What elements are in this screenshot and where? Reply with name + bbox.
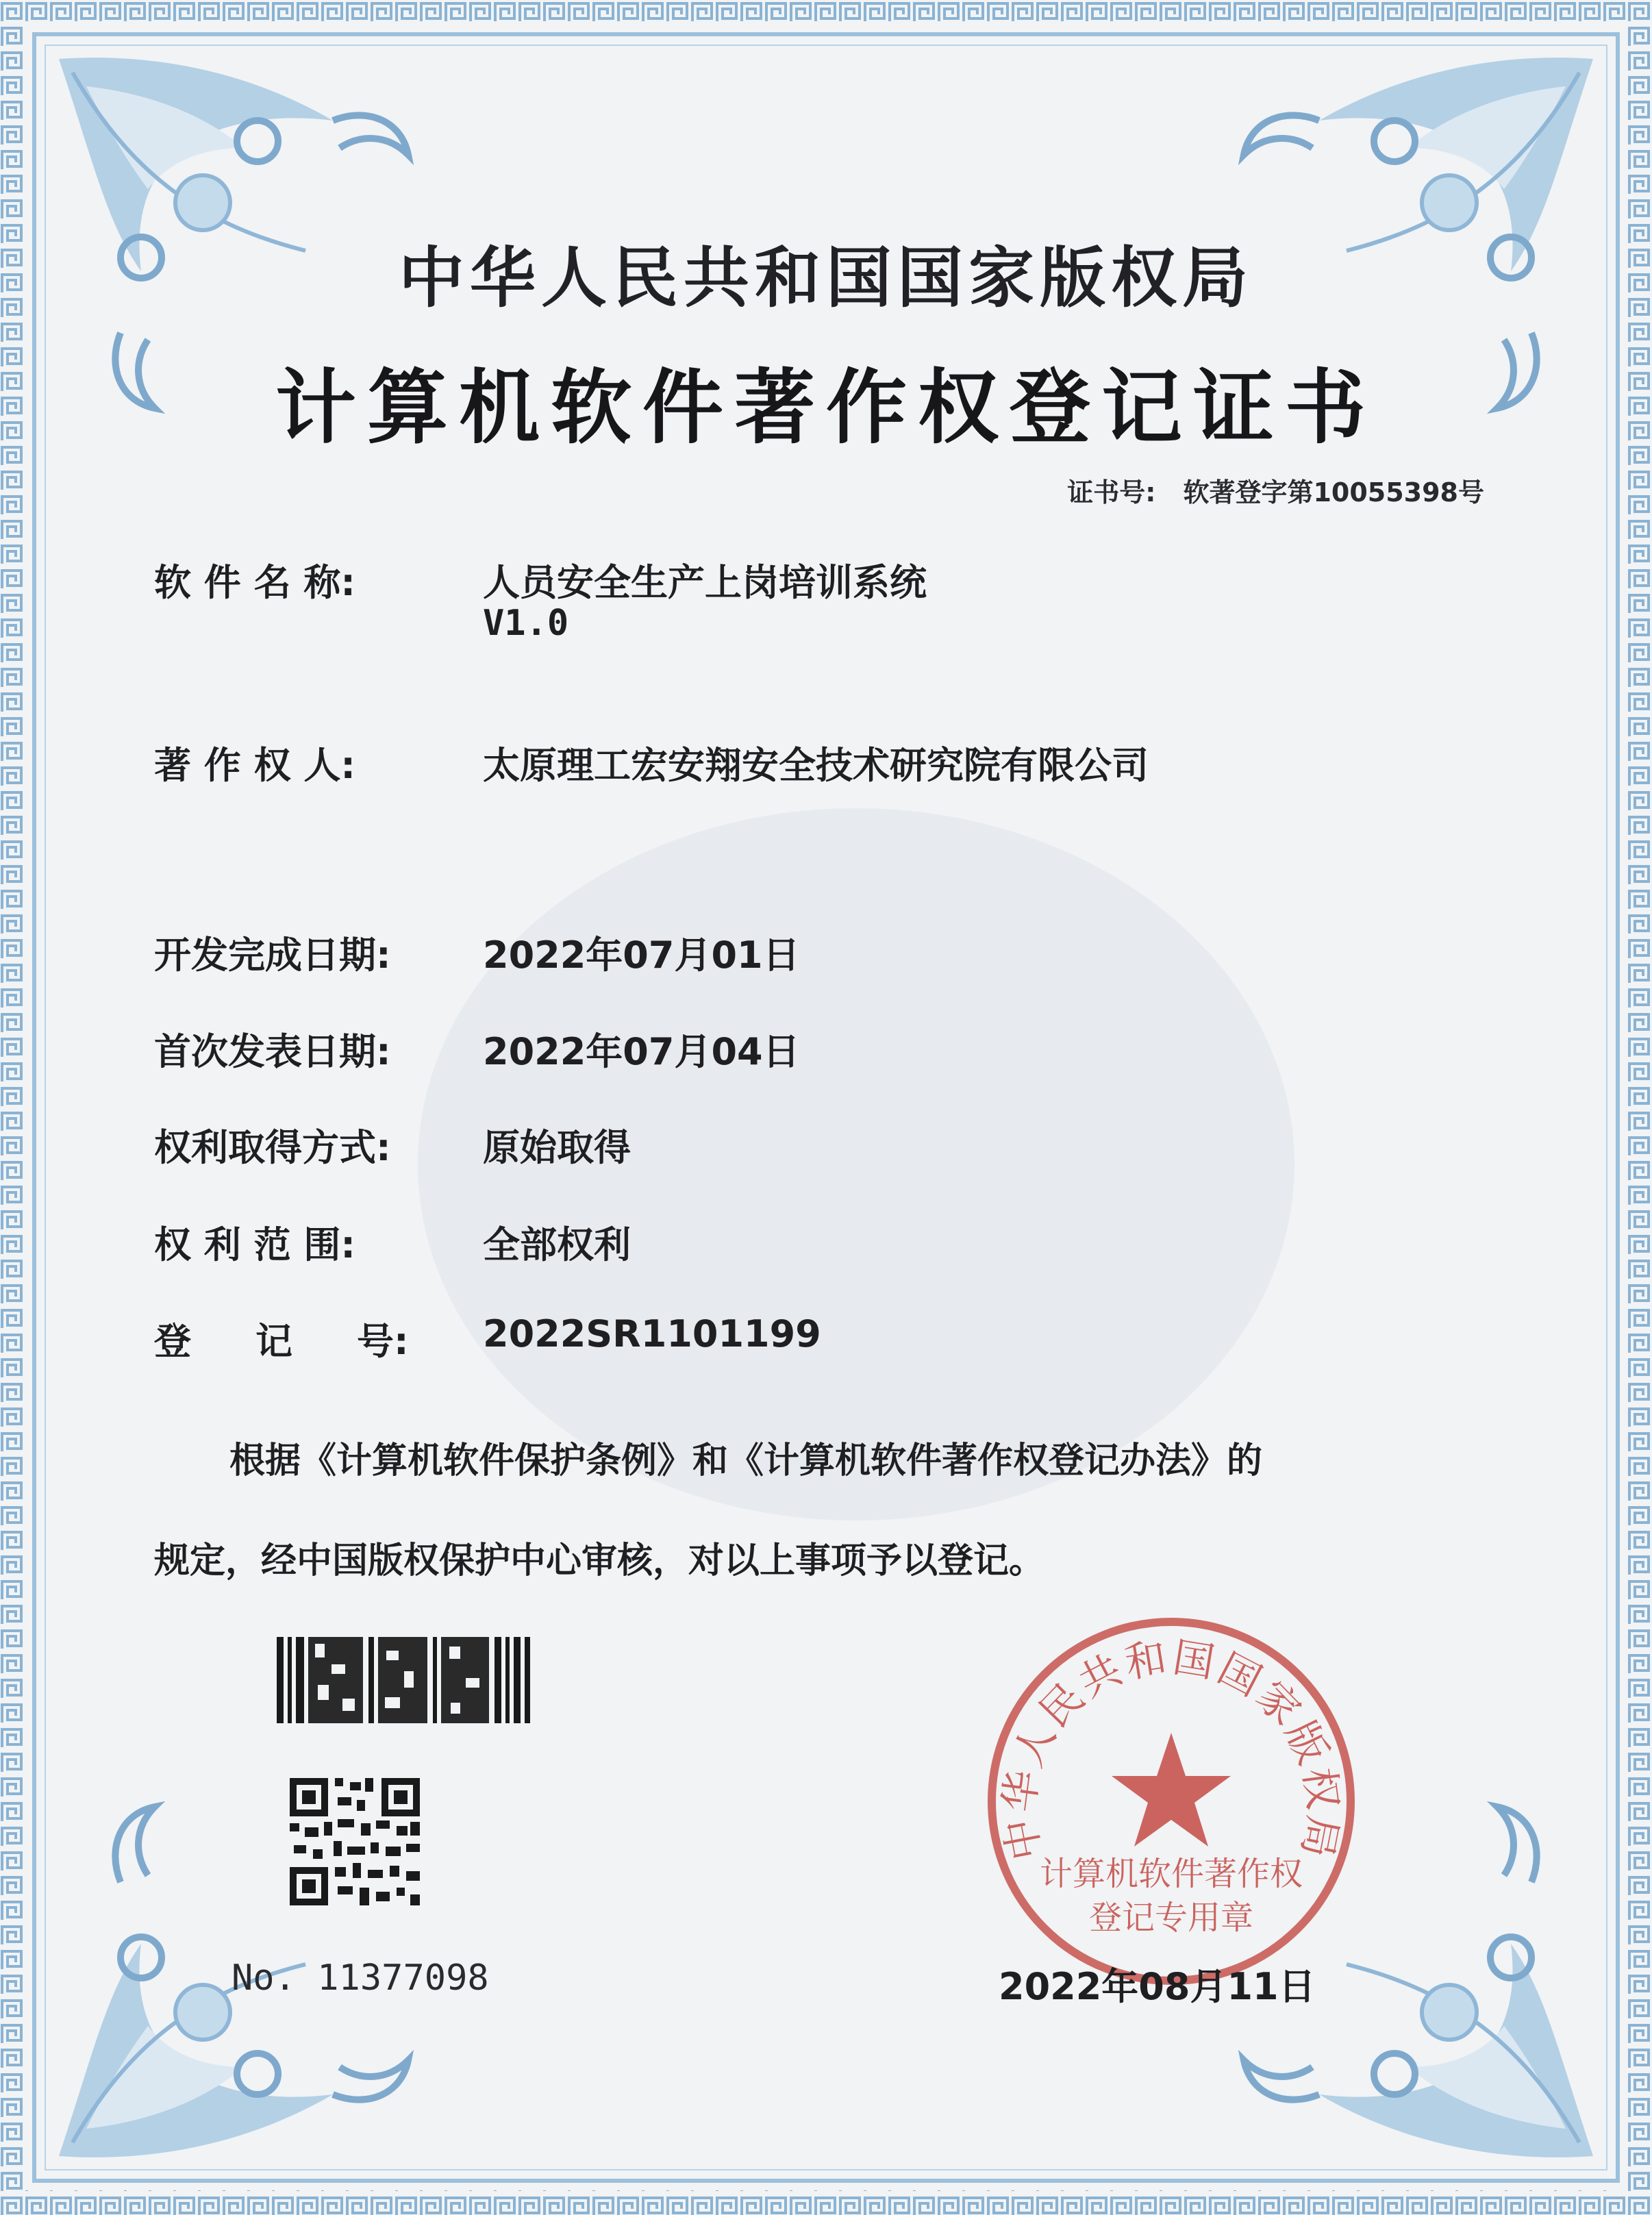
field-value: 太原理工宏安翔安全技术研究院有限公司 [483,744,1149,787]
field-label: 首次发表日期: [154,1030,391,1073]
seal-text-line-1: 计算机软件著作权 [1039,1855,1303,1893]
field-completion-date [154,926,800,979]
official-seal-icon [979,1610,1363,1993]
field-label: 权 利 范 围: [154,1223,355,1266]
field-copyright-owner [154,736,1149,789]
field-acquisition-method [154,1118,631,1171]
field-value: 原始取得 [483,1126,631,1169]
field-label: 著 作 权 人: [154,744,355,787]
software-version: V1.0 [483,603,569,644]
field-first-publication-date [154,1023,800,1075]
field-label: 登 记 号: [154,1320,409,1363]
certificate-title: 计算机软件著作权登记证书 [275,360,1377,455]
certificate-number-value: 软著登字第10055398号 [1183,477,1484,508]
certificate-number [1067,471,1484,509]
seal-text-line-2: 登记专用章 [1088,1899,1254,1937]
statement-line-1: 根据《计算机软件保护条例》和《计算机软件著作权登记办法》的 [229,1440,1263,1481]
certificate-serial-number: No. 11377098 [231,1957,489,1999]
field-label: 权利取得方式: [154,1126,391,1169]
field-rights-scope [154,1216,631,1268]
field-registration-number [154,1312,821,1365]
statement-line-2: 规定，经中国版权保护中心审核，对以上事项予以登记。 [154,1540,1045,1581]
certificate-number-label: 证书号: [1067,477,1156,508]
issue-date: 2022年08月11日 [999,1965,1316,2008]
qr-code-icon [290,1778,420,1905]
issuer-title: 中华人民共和国国家版权局 [399,239,1253,316]
field-label: 开发完成日期: [154,934,391,977]
field-value: 2022年07月01日 [483,934,800,977]
field-value: 2022年07月04日 [483,1030,800,1073]
barcode-icon [277,1637,531,1723]
field-software-name [154,553,927,606]
field-label: 软 件 名 称: [154,561,355,604]
field-value: 2022SR1101199 [483,1312,821,1355]
field-value: 全部权利 [483,1223,631,1266]
seal-ring-text: 中华人民共和国国家版权局 [995,1633,1347,1864]
field-value: 人员安全生产上岗培训系统 [483,561,927,604]
